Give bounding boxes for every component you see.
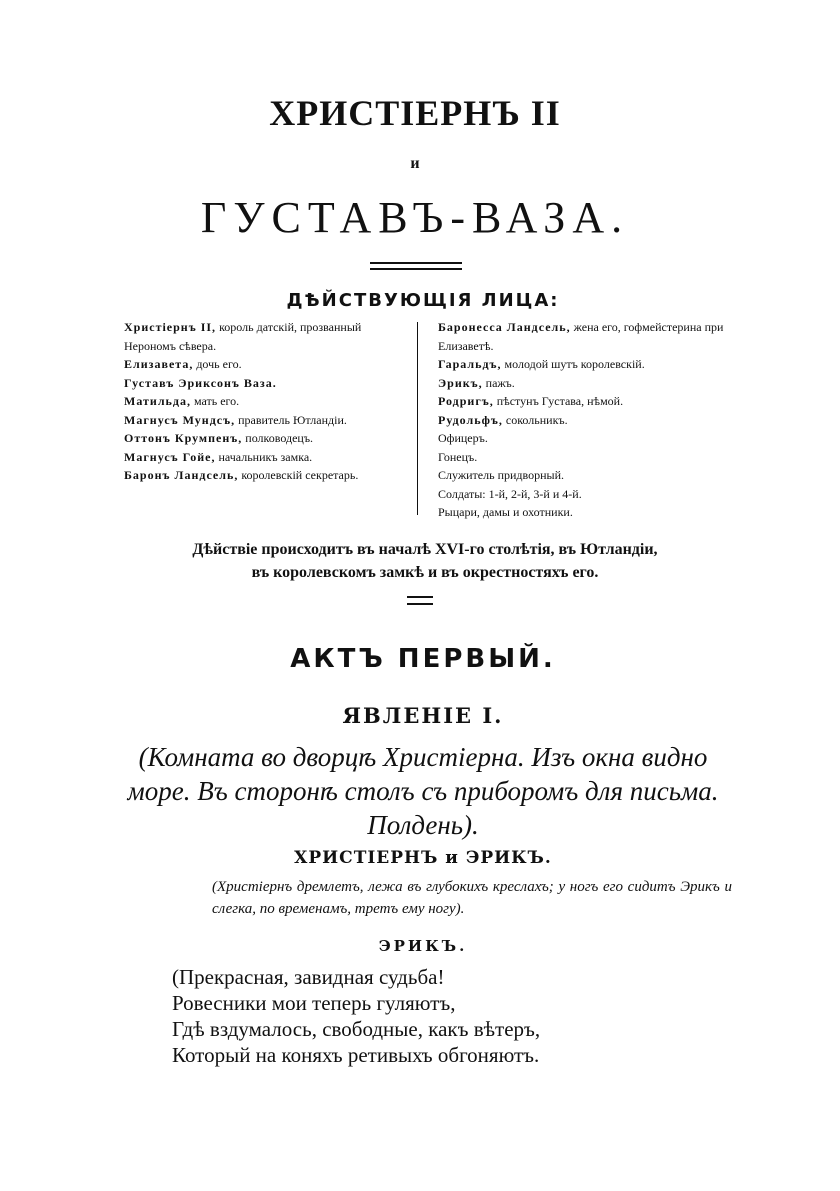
cast-entry <box>438 429 728 448</box>
cast-name: Баронесса Ландсель, <box>438 320 571 334</box>
cast-description: Служитель придворный. <box>438 468 565 482</box>
cast-name: Матильда, <box>124 394 191 408</box>
verse-line: Который на коняхъ ретивыхъ обгоняютъ. <box>172 1043 540 1067</box>
cast-column-divider <box>417 322 418 515</box>
cast-description: молодой шутъ королевскій. <box>501 357 645 371</box>
scene-description: (Комната во дворцѣ Христіерна. Изъ окна видно море. Въ сторонѣ столъ съ приборомъ для письма. Полдень). <box>127 742 719 840</box>
cast-name: Оттонъ Крумпенъ, <box>124 431 243 445</box>
cast-entry <box>438 392 728 411</box>
cast-description: полководецъ. <box>242 431 314 445</box>
setting-line-2: въ королевскомъ замкѣ и въ окрестностяхъ его. <box>251 564 599 581</box>
cast-description: сокольникъ. <box>502 412 568 427</box>
cast-list-right <box>438 318 728 522</box>
cast-list-left <box>124 318 406 485</box>
cast-description: королевскій секретарь. <box>238 468 359 482</box>
title-conjunction: и <box>410 155 420 172</box>
cast-description: Солдаты: 1-й, 2-й, 3-й и 4-й. <box>438 486 582 501</box>
cast-entry <box>438 355 728 374</box>
cast-entry <box>124 392 406 411</box>
cast-name: Эрикъ, <box>438 375 483 390</box>
setting-line-1: Дѣйствіе происходитъ въ началѣ XVI-го столѣтія, въ Ютландіи, <box>192 541 658 558</box>
setting-note <box>100 538 750 584</box>
play-title: ХРИСТІЕРНЪ II <box>269 93 561 133</box>
cast-description: мать его. <box>190 394 240 408</box>
cast-description: Офицеръ. <box>438 431 488 445</box>
cast-description: пажъ. <box>482 375 515 390</box>
cast-entry <box>124 429 406 448</box>
cast-entry <box>124 318 406 355</box>
cast-name: Христіернъ II, <box>124 320 217 334</box>
verse-line: (Прекрасная, завидная судьба! <box>172 965 445 989</box>
cast-entry <box>438 503 728 522</box>
cast-entry <box>438 318 728 355</box>
cast-name: Густавъ Эриксонъ Ваза. <box>124 375 277 390</box>
play-subtitle: ГУСТАВЪ-ВАЗА. <box>200 193 630 242</box>
cast-name: Магнусъ Мундсъ, <box>124 412 236 427</box>
cast-name: Гаральдъ, <box>438 357 502 371</box>
cast-entry <box>124 355 406 374</box>
verse-line: Ровесники мои теперь гуляютъ, <box>172 991 456 1015</box>
verse-block <box>172 964 732 1068</box>
act-title: АКТЪ ПЕРВЫЙ. <box>290 644 556 674</box>
cast-description: Рыцари, дамы и охотники. <box>438 505 573 519</box>
cast-description: правитель Ютландіи. <box>235 412 347 427</box>
verse-line: Гдѣ вздумалось, свободные, какъ вѣтеръ, <box>172 1017 541 1041</box>
cast-description: пѣстунъ Густава, нѣмой. <box>493 394 624 408</box>
cast-entry <box>124 448 406 467</box>
cast-description: дочь его. <box>193 357 242 371</box>
cast-description: жена его, гофмейстерина при Елизаветѣ. <box>438 320 724 353</box>
speaker-name: ЭРИКЪ. <box>378 937 468 955</box>
cast-entry <box>438 485 728 504</box>
scene-title: ЯВЛЕНІЕ I. <box>342 703 504 728</box>
cast-name: Елизавета, <box>124 357 194 371</box>
scene-characters: ХРИСТІЕРНЪ и ЭРИКЪ. <box>294 848 552 868</box>
cast-entry <box>438 466 728 485</box>
cast-entry <box>124 466 406 485</box>
cast-name: Магнусъ Гойе, <box>124 449 216 464</box>
stage-direction: (Христіернъ дремлетъ, лежа въ глубокихъ креслахъ; у ногъ его сидитъ Эрикъ и слегка, по временамъ, третъ ему ногу). <box>212 879 732 917</box>
cast-name: Рудольфъ, <box>438 412 503 427</box>
cast-entry <box>438 411 728 430</box>
cast-entry <box>124 411 406 430</box>
cast-description: начальникъ замка. <box>215 449 313 464</box>
cast-entry <box>124 374 406 393</box>
title-divider <box>370 262 462 270</box>
cast-name: Баронъ Ландсель, <box>124 468 239 482</box>
cast-entry <box>438 374 728 393</box>
cast-entry <box>438 448 728 467</box>
cast-description: король датскій, прозванный Нерономъ сѣвера. <box>124 320 362 353</box>
cast-description: Гонецъ. <box>438 449 478 464</box>
cast-name: Родригъ, <box>438 394 494 408</box>
cast-heading: ДѢЙСТВУЮЩІЯ ЛИЦА: <box>286 290 560 311</box>
section-divider <box>407 596 433 605</box>
